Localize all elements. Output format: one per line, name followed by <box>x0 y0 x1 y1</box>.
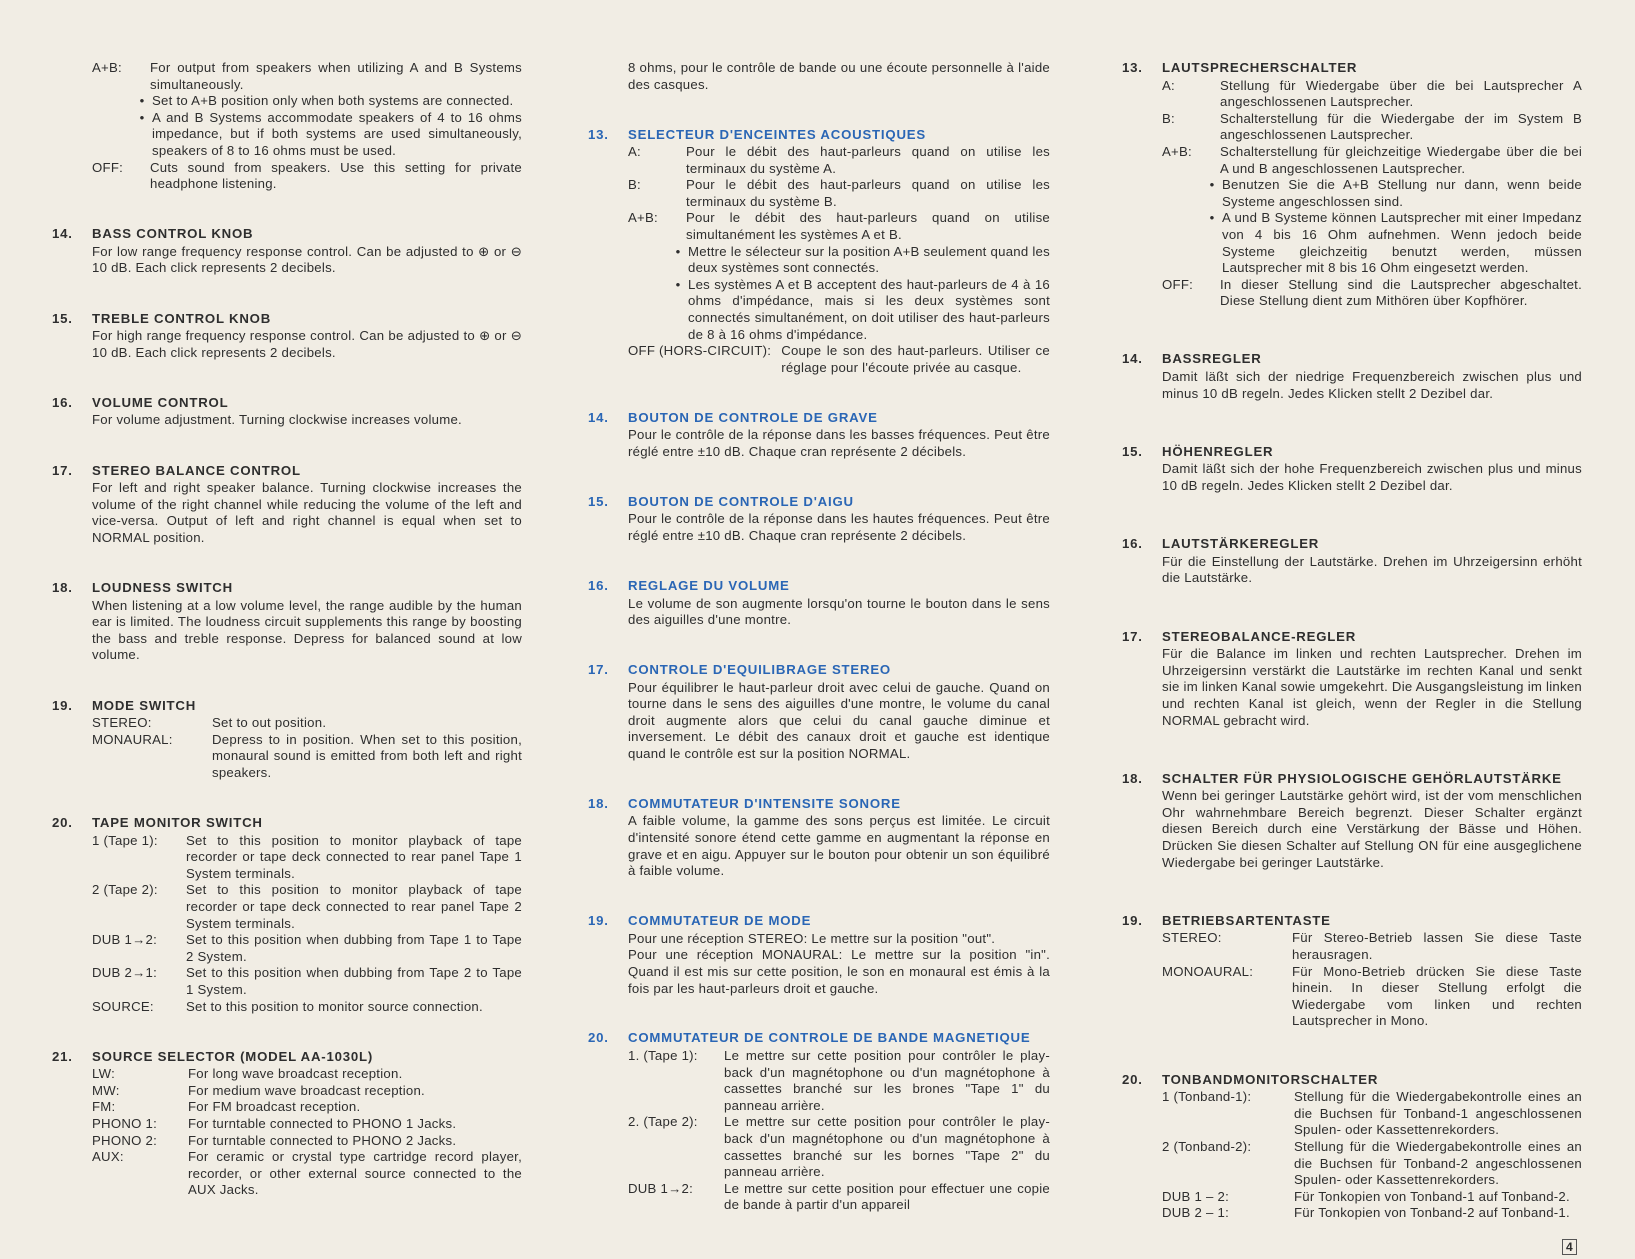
section-number: 15. <box>588 493 609 509</box>
definition-row <box>92 715 522 732</box>
section-heading <box>588 578 1050 595</box>
definition-text: Pour le débit des haut-parleurs quand on utilise les terminaux du système B. <box>686 177 1050 209</box>
definition-label: STEREO: <box>1162 930 1222 946</box>
section-13 <box>588 127 1050 377</box>
definition-row <box>1162 964 1582 1030</box>
section-number: 21. <box>52 1048 73 1064</box>
definition-row <box>1162 1205 1582 1222</box>
bullet-dot-icon: • <box>675 276 681 292</box>
definition-row <box>1162 78 1582 111</box>
bullet-item <box>1202 177 1582 210</box>
section-number: 17. <box>52 462 73 478</box>
section-15 <box>588 494 1050 545</box>
section-body: Pour équilibrer le haut-parleur droit avec celui de gauche. Quand on tourne dans le sens des aiguilles d'une montre, le volume du canal droit augmente alors que celui du canal gauche diminue et inversement. Le débit des canaux droit et gauche est identique quand le contrôle est sur la position NORMAL. <box>628 679 1050 761</box>
definition-row <box>92 932 522 965</box>
definition-text: Le mettre sur cette position pour contrôler le play-back d'un magnétophone ou d'un magnétophone à cassettes branché sur les bornes "Tape 2" du panneau arrière. <box>724 1114 1050 1180</box>
section-17 <box>1122 629 1582 730</box>
section-19 <box>52 698 522 782</box>
definition-row <box>92 1133 522 1150</box>
section-17 <box>52 463 522 547</box>
section-body: For left and right speaker balance. Turning clockwise increases the volume of the right channel while reducing the volume of the left and vice-versa. Output of left and right channel is equal when set to NORMAL position. <box>92 480 522 545</box>
section-title: COMMUTATEUR DE MODE <box>628 913 812 929</box>
section-title: BETRIEBSARTENTASTE <box>1162 912 1331 928</box>
section-body: Pour le contrôle de la réponse dans les hautes fréquences. Peut être réglé entre ±10 dB. Chaque cran représente 2 décibels. <box>628 511 1050 543</box>
section-body: For low range frequency response control. Can be adjusted to ⊕ or ⊖ 10 dB. Each click represents 2 decibels. <box>92 243 522 276</box>
definition-label: MONOAURAL: <box>1162 963 1254 979</box>
section-number: 13. <box>588 126 609 142</box>
definition-label: A: <box>1162 77 1175 93</box>
definition-text: Cuts sound from speakers. Use this setting for private headphone listening. <box>150 159 522 192</box>
definition-text: Le mettre sur cette position pour contrôler le play-back d'un magnétophone ou d'un magnétophone à cassettes branché sur les brones "Tape 1" du panneau arrière. <box>724 1048 1050 1113</box>
section-title: BOUTON DE CONTROLE D'AIGU <box>628 493 854 509</box>
section-number: 19. <box>1122 912 1143 928</box>
section-heading <box>588 662 1050 679</box>
section-number: 18. <box>52 580 73 596</box>
definition-label: 2 (Tape 2): <box>92 882 158 898</box>
section-title: VOLUME CONTROL <box>92 394 229 410</box>
definition-text: Pour une réception STEREO: Le mettre sur la position "out". <box>628 930 996 946</box>
definition-label: 2. (Tape 2): <box>628 1114 698 1130</box>
section-heading <box>588 127 1050 144</box>
definition-row <box>628 1048 1050 1114</box>
section-number: 17. <box>1122 628 1143 644</box>
definition-label: OFF: <box>92 159 124 175</box>
definition-text: Pour le débit des haut-parleurs quand on utilise simultanément les systèmes A et B. <box>686 210 1050 243</box>
section-title: STEREOBALANCE-REGLER <box>1162 628 1357 644</box>
section-21 <box>52 1049 522 1199</box>
section-heading <box>1122 771 1582 788</box>
page-number: 4 <box>1562 1239 1577 1255</box>
section-title: LOUDNESS SWITCH <box>92 580 233 596</box>
section-body: A faible volume, la gamme des sons perçus est limitée. Le circuit d'intensité sonore étend cette gamme en augmentant la réponse en grave et en aigu. Appuyer sur le bouton pour obtenir un son équilibré à faible volume. <box>628 813 1050 879</box>
definition-row <box>92 1066 522 1083</box>
definition-label: B: <box>1162 110 1175 126</box>
section-body: Damit läßt sich der niedrige Frequenzbereich zwischen plus und minus 10 dB regeln. Jedes Klicken stellt 2 Dezibel dar. <box>1162 369 1582 401</box>
definition-row <box>1162 144 1582 177</box>
definition-label: MONAURAL: <box>92 731 173 747</box>
bullet-item <box>1202 210 1582 276</box>
bullet-dot-icon: • <box>1209 210 1215 226</box>
definition-text: Für Tonkopien von Tonband-1 auf Tonband-2. <box>1294 1188 1570 1204</box>
bullet-text: Benutzen Sie die A+B Stellung nur dann, wenn beide Systeme angeschlossen sind. <box>1222 177 1582 209</box>
definition-row <box>1162 1139 1582 1189</box>
definition-text: For medium wave broadcast reception. <box>188 1082 425 1098</box>
definition-text: For long wave broadcast reception. <box>188 1066 403 1082</box>
bullet-dot-icon: • <box>1209 177 1215 193</box>
bullet-dot-icon: • <box>139 93 145 109</box>
definition-text: Stellung für Wiedergabe über die bei Lautsprecher A angeschlossenen Lautsprecher. <box>1220 77 1582 110</box>
section-title: TREBLE CONTROL KNOB <box>92 310 272 326</box>
definition-text: For ceramic or crystal type cartridge record player, recorder, or other external source connected to the AUX Jacks. <box>188 1149 522 1198</box>
definition-row <box>628 144 1050 177</box>
section-title: COMMUTATEUR D'INTENSITE SONORE <box>628 795 901 811</box>
section-15 <box>52 311 522 362</box>
definition-row <box>92 1083 522 1100</box>
section-body: Für die Einstellung der Lautstärke. Drehen im Uhrzeigersinn erhöht die Lautstärke. <box>1162 553 1582 586</box>
section-16 <box>588 578 1050 629</box>
definition-row <box>92 999 522 1016</box>
bullet-item <box>668 244 1050 277</box>
definition-row <box>92 882 522 932</box>
definition-label: MW: <box>92 1082 120 1098</box>
lead-block <box>588 60 1050 93</box>
section-number: 16. <box>52 394 73 410</box>
section-13 <box>1122 60 1582 310</box>
definition-text: In dieser Stellung sind die Lautsprecher abgeschaltet. Diese Stellung dient zum Mithören über Kopfhörer. <box>1220 276 1582 309</box>
section-heading <box>1122 913 1582 930</box>
section-18 <box>52 580 522 664</box>
section-number: 16. <box>588 577 609 593</box>
definition-text: Set to this position to monitor source connection. <box>186 998 483 1014</box>
section-18 <box>588 796 1050 880</box>
section-body: Für die Balance im linken und rechten Lautsprecher. Drehen im Uhrzeigersinn verstärkt die Lautstärke im rechten Kanal und senkt sie im linken Kanal sowie umgekehrt. Die Ausgangsleistung im linken und rechten Kanal ist gleich, wenn der Regler in die Stellung NORMAL gebracht wird. <box>1162 646 1582 728</box>
section-title: REGLAGE DU VOLUME <box>628 577 790 593</box>
definition-text: Schalterstellung für die Wiedergabe der im System B angeschlossenen Lautsprecher. <box>1220 110 1582 143</box>
definition-text: For output from speakers when utilizing A and B Systems simultaneously. <box>150 60 522 92</box>
definition-text: Coupe le son des haut-parleurs. Utiliser ce réglage pour l'écoute privée au casque. <box>781 343 1050 375</box>
french-column <box>588 60 1050 1230</box>
section-number: 14. <box>52 226 73 242</box>
definition-label: 2 (Tonband-2): <box>1162 1138 1252 1154</box>
definition-row <box>628 343 1050 376</box>
definition-row <box>1162 111 1582 144</box>
definition-text: Pour le débit des haut-parleurs quand on utilise les terminaux du système A. <box>686 144 1050 176</box>
definition-label: DUB 2 – 1: <box>1162 1205 1230 1221</box>
german-column <box>1122 60 1582 1238</box>
definition-label: DUB 1→2: <box>628 1180 694 1196</box>
section-title: BOUTON DE CONTROLE DE GRAVE <box>628 409 878 425</box>
section-heading <box>588 796 1050 813</box>
lead-block <box>52 60 522 193</box>
section-number: 18. <box>1122 770 1143 786</box>
section-16 <box>1122 536 1582 587</box>
section-heading <box>1122 629 1582 646</box>
definition-row <box>628 1114 1050 1180</box>
definition-label: OFF: <box>1162 276 1194 292</box>
definition-row <box>628 177 1050 210</box>
section-heading <box>588 494 1050 511</box>
bullet-item <box>668 277 1050 343</box>
section-body: For high range frequency response control. Can be adjusted to ⊕ or ⊖ 10 dB. Each click represents 2 decibels. <box>92 328 522 360</box>
section-body: When listening at a low volume level, the range audible by the human ear is limited. The loudness circuit supplements this range by boosting the bass and treble response. Depress for balanced sound at low volume. <box>92 597 522 663</box>
section-number: 14. <box>1122 351 1143 367</box>
section-number: 16. <box>1122 536 1143 552</box>
definition-text: For turntable connected to PHONO 2 Jacks. <box>188 1132 457 1148</box>
definition-text: Für Mono-Betrieb drücken Sie diese Taste hinein. In dieser Stellung erfolgt die Wiedergabe vom linken und rechten Lautsprecher in Mono. <box>1292 963 1582 1029</box>
section-title: LAUTSTÄRKEREGLER <box>1162 536 1320 552</box>
bullet-dot-icon: • <box>139 109 145 125</box>
section-heading <box>588 410 1050 427</box>
section-heading <box>52 395 522 412</box>
definition-text: For turntable connected to PHONO 1 Jacks. <box>188 1116 457 1132</box>
definition-text: 8 ohms, pour le contrôle de bande ou une écoute personnelle à l'aide des casques. <box>628 60 1050 92</box>
section-heading <box>52 226 522 243</box>
section-14 <box>1122 351 1582 402</box>
definition-row <box>92 160 522 193</box>
section-title: SELECTEUR D'ENCEINTES ACOUSTIQUES <box>628 126 926 142</box>
definition-label: A: <box>628 144 641 160</box>
definition-text: Set to this position when dubbing from Tape 2 to Tape 1 System. <box>186 965 522 997</box>
section-number: 20. <box>52 815 73 831</box>
definition-row <box>92 1099 522 1116</box>
section-heading <box>52 1049 522 1066</box>
section-number: 20. <box>1122 1071 1143 1087</box>
definition-label: PHONO 1: <box>92 1116 158 1132</box>
section-title: BASS CONTROL KNOB <box>92 226 254 242</box>
definition-label: FM: <box>92 1099 116 1115</box>
definition-text: Depress to in position. When set to this position, monaural sound is emitted from both left and right speakers. <box>212 731 522 780</box>
section-16 <box>52 395 522 429</box>
section-19 <box>1122 913 1582 1030</box>
section-15 <box>1122 444 1582 495</box>
definition-text: Für Stereo-Betrieb lassen Sie diese Taste herausragen. <box>1292 930 1582 963</box>
section-number: 19. <box>588 913 609 929</box>
section-title: STEREO BALANCE CONTROL <box>92 462 301 478</box>
definition-row <box>628 210 1050 243</box>
definition-label: STEREO: <box>92 715 152 731</box>
definition-text: Set to this position to monitor playback of tape recorder or tape deck connected to rear panel Tape 1 System terminals. <box>186 832 522 881</box>
bullet-text: Mettre le sélecteur sur la position A+B seulement quand les deux systèmes sont connectés. <box>688 243 1050 276</box>
section-title: SOURCE SELECTOR (MODEL AA-1030L) <box>92 1048 374 1064</box>
section-heading <box>1122 444 1582 461</box>
definition-label: A+B: <box>92 60 122 75</box>
definition-label: A+B: <box>1162 143 1192 159</box>
definition-label: DUB 1 – 2: <box>1162 1188 1230 1204</box>
definition-text: Pour une réception MONAURAL: Le mettre sur la position "in". Quand il est mis sur cette position, le son en monaural est émis à la fois par les haut-parleurs droit et gauche. <box>628 947 1050 996</box>
english-column <box>52 60 522 1215</box>
definition-row <box>628 931 1050 948</box>
definition-row <box>1162 1189 1582 1206</box>
definition-text: Für Tonkopien von Tonband-2 auf Tonband-1. <box>1294 1205 1570 1221</box>
section-title: BASSREGLER <box>1162 351 1262 367</box>
section-body: Damit läßt sich der hohe Frequenzbereich zwischen plus und minus 10 dB regeln. Jedes Klicken stellt 2 Dezibel dar. <box>1162 461 1582 494</box>
section-body: Le volume de son augmente lorsqu'on tourne le bouton dans le sens des aiguilles d'une montre. <box>628 595 1050 628</box>
section-heading <box>52 463 522 480</box>
section-number: 18. <box>588 795 609 811</box>
section-heading <box>1122 1072 1582 1089</box>
section-title: CONTROLE D'EQUILIBRAGE STEREO <box>628 662 891 677</box>
definition-row <box>92 833 522 883</box>
section-title: LAUTSPRECHERSCHALTER <box>1162 60 1358 75</box>
section-20 <box>588 1030 1050 1214</box>
definition-label: OFF (HORS-CIRCUIT): <box>628 343 772 359</box>
definition-label: LW: <box>92 1066 115 1082</box>
section-19 <box>588 913 1050 997</box>
section-heading <box>52 815 522 832</box>
definition-text: Set to this position to monitor playback of tape recorder or tape deck connected to rear panel Tape 2 System terminals. <box>186 882 522 931</box>
definition-row <box>1162 930 1582 963</box>
definition-text: Set to this position when dubbing from Tape 1 to Tape 2 System. <box>186 932 522 964</box>
definition-label: B: <box>628 177 641 193</box>
definition-label: SOURCE: <box>92 998 154 1014</box>
section-title: HÖHENREGLER <box>1162 443 1274 459</box>
section-title: TAPE MONITOR SWITCH <box>92 815 263 831</box>
definition-label: DUB 1→2: <box>92 932 158 948</box>
section-number: 15. <box>1122 443 1143 459</box>
definition-text: Stellung für die Wiedergabekontrolle eines an die Buchsen für Tonband-2 angeschlossenen Spulen- oder Kassettenrekorders. <box>1294 1138 1582 1188</box>
section-heading <box>52 698 522 715</box>
section-body: Pour le contrôle de la réponse dans les basses fréquences. Peut être réglé entre ±10 dB. Chaque cran représente 2 décibels. <box>628 427 1050 459</box>
section-number: 14. <box>588 409 609 425</box>
definition-row <box>92 965 522 998</box>
section-title: COMMUTATEUR DE CONTROLE DE BANDE MAGNETIQUE <box>628 1030 1031 1046</box>
bullet-text: Set to A+B position only when both systems are connected. <box>152 93 514 109</box>
section-heading <box>52 311 522 328</box>
definition-label: PHONO 2: <box>92 1132 158 1148</box>
definition-row <box>628 60 1050 93</box>
section-title: TONBANDMONITORSCHALTER <box>1162 1071 1379 1087</box>
section-title: MODE SWITCH <box>92 697 197 713</box>
bullet-text: A und B Systeme können Lautsprecher mit einer Impedanz von 4 bis 16 Ohm aufnehmen. Wenn jedoch beide Systeme gleichzeitig benutzt werden, müssen Lautsprecher mit 8 bis 16 Ohm eingesetzt werden. <box>1222 210 1582 276</box>
section-14 <box>588 410 1050 461</box>
definition-label: 1 (Tonband-1): <box>1162 1089 1252 1105</box>
section-heading <box>1122 351 1582 368</box>
section-heading <box>588 1030 1050 1047</box>
bullet-item <box>132 93 522 110</box>
section-20 <box>1122 1072 1582 1222</box>
definition-label: DUB 2→1: <box>92 965 158 981</box>
bullet-text: A and B Systems accommodate speakers of 4 to 16 ohms impedance, but if both systems are used simultaneously, speakers of 8 to 16 ohms must be used. <box>152 109 522 158</box>
definition-text: Le mettre sur cette position pour effectuer une copie de bande à partir d'un appareil <box>724 1180 1050 1213</box>
section-title: SCHALTER FÜR PHYSIOLOGISCHE GEHÖRLAUTSTÄRKE <box>1162 770 1562 786</box>
section-heading <box>588 913 1050 930</box>
section-number: 17. <box>588 662 609 677</box>
section-body: For volume adjustment. Turning clockwise increases volume. <box>92 412 462 428</box>
definition-label: A+B: <box>628 210 658 226</box>
section-20 <box>52 815 522 1015</box>
definition-row <box>92 1149 522 1199</box>
definition-row <box>1162 1089 1582 1139</box>
definition-row <box>92 1116 522 1133</box>
section-number: 19. <box>52 697 73 713</box>
definition-text: Set to out position. <box>212 715 327 731</box>
definition-label: 1. (Tape 1): <box>628 1048 698 1064</box>
bullet-text: Les systèmes A et B acceptent des haut-parleurs de 4 à 16 ohms d'impédance, mais si les deux systèmes sont connectés simultanément, on doit utiliser des haut-parleurs de 8 à 16 ohms d'impédance. <box>688 276 1050 342</box>
definition-row <box>92 60 522 93</box>
section-number: 20. <box>588 1030 609 1046</box>
definition-row <box>628 947 1050 997</box>
definition-label: AUX: <box>92 1149 124 1165</box>
section-18 <box>1122 771 1582 872</box>
bullet-item <box>132 110 522 160</box>
definition-label: 1 (Tape 1): <box>92 832 158 848</box>
definition-row <box>628 1181 1050 1214</box>
section-heading <box>52 580 522 597</box>
bullet-dot-icon: • <box>675 243 681 259</box>
definition-text: Stellung für die Wiedergabekontrolle eines an die Buchsen für Tonband-1 angeschlossenen Spulen- oder Kassettenrekorders. <box>1294 1089 1582 1138</box>
section-14 <box>52 226 522 277</box>
definition-row <box>1162 277 1582 310</box>
section-number: 15. <box>52 310 73 326</box>
definition-row <box>92 732 522 782</box>
section-heading <box>1122 60 1582 77</box>
section-number: 13. <box>1122 60 1143 75</box>
definition-text: Schalterstellung für gleichzeitige Wiedergabe über die bei A und B angeschlossenen Lautsprecher. <box>1220 143 1582 176</box>
section-heading <box>1122 536 1582 553</box>
definition-text: For FM broadcast reception. <box>188 1099 361 1115</box>
section-17 <box>588 662 1050 763</box>
section-body: Wenn bei geringer Lautstärke gehört wird, ist der vom menschlichen Ohr wahrnehmbare Bereich begrenzt. Dieser Schalter ergänzt diesen Bereich durch eine Verstärkung der Bässe und Höhen. Drücken Sie diesen Schalter auf Stellung ON für eine ausgeglichene Wiedergabe bei geringer Lautstärke. <box>1162 788 1582 870</box>
